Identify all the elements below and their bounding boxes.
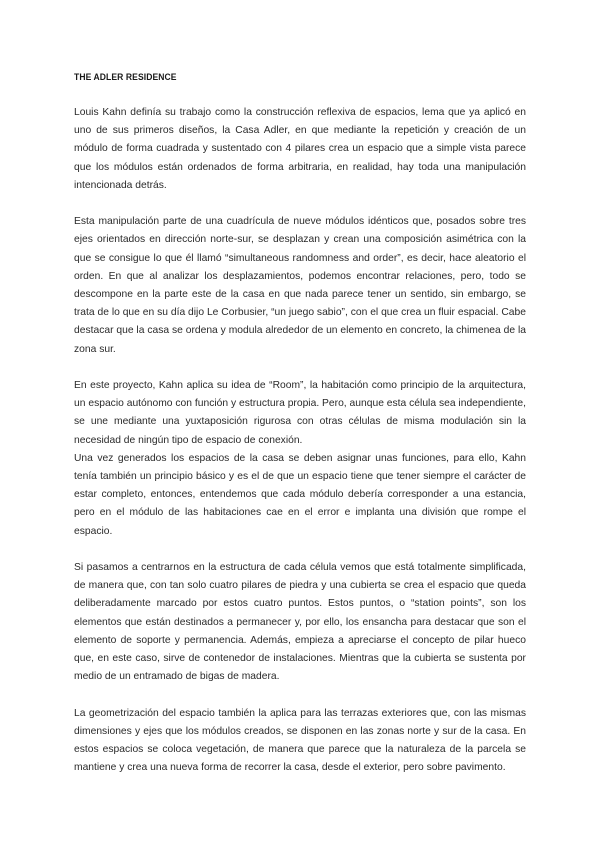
paragraph-1: Louis Kahn definía su trabajo como la construcción reflexiva de espacios, lema que ya aplicó en uno de sus primeros diseños, la Casa Adler, en que mediante la repetición y creación de un módulo de forma cuadrada y sustentado con 4 pilares crea un espacio que a simple vista parece que los módulos están ordenados de forma arbitraria, en realidad, hay toda una manipulación intencionada detrás. [74, 107, 526, 191]
paragraph-6: La geometrización del espacio también la aplica para las terrazas exteriores que, con las mismas dimensiones y ejes que los módulos creados, se disponen en las zonas norte y sur de la casa. En estos espacios se coloca vegetación, de manera que parece que la naturaleza de la parcela se mantiene y crea una nueva forma de recorrer la casa, desde el exterior, pero sobre pavimento. [74, 707, 526, 774]
paragraph-3: En este proyecto, Kahn aplica su idea de “Room”, la habitación como principio de la arquitectura, un espacio autónomo con función y estructura propia. Pero, aunque esta célula sea independiente, se une mediante una yuxtaposición rigurosa con otras células de misma modulación sin la necesidad de ningún tipo de espacio de conexión. [74, 380, 526, 446]
paragraph-5: Si pasamos a centrarnos en la estructura de cada célula vemos que está totalmente simplificada, de manera que, con tan solo cuatro pilares de piedra y una cubierta se crea el espacio que queda deliberadamente marcado por estos cuatro puntos. Estos puntos, o “station points”, son los elementos que están destinados a permanecer y, por ello, los ensancha para destacar que son el elemento de soporte y permanencia. Además, empieza a apreciarse el concepto de pilar hueco que, en este caso, sirve de contenedor de instalaciones. Mientras que la cubierta se sustenta por medio de un entramado de bigas de madera. [74, 562, 526, 683]
paragraph-2: Esta manipulación parte de una cuadrícula de nueve módulos idénticos que, posados sobre tres ejes orientados en dirección norte-sur, se desplazan y crean una composición asimétrica con la que se consigue lo que él llamó “simultaneous randomness and order”, es decir, hace aleatorio el orden. En que al analizar los desplazamientos, podemos encontrar relaciones, pero, todo se descompone en la parte este de la casa en que nada parece tener un sentido, sin embargo, se trata de lo que en su día dijo Le Corbusier, “un juego sabio”, con el que crea un fluir espacial. Cabe destacar que la casa se ordena y modula alrededor de un elemento en concreto, la chimenea de la zona sur. [74, 216, 526, 355]
document-title: THE ADLER RESIDENCE [74, 72, 177, 83]
document-body [74, 104, 526, 796]
paragraph-4: Una vez generados los espacios de la casa se deben asignar unas funciones, para ello, Kahn tenía también un principio básico y es el de que un espacio tiene que tener siempre el carácter de estar completo, entonces, entendemos que cada módulo debería corresponder a una estancia, pero en el módulo de las habitaciones cae en el error e implanta una división que rompe el espacio. [74, 452, 526, 537]
